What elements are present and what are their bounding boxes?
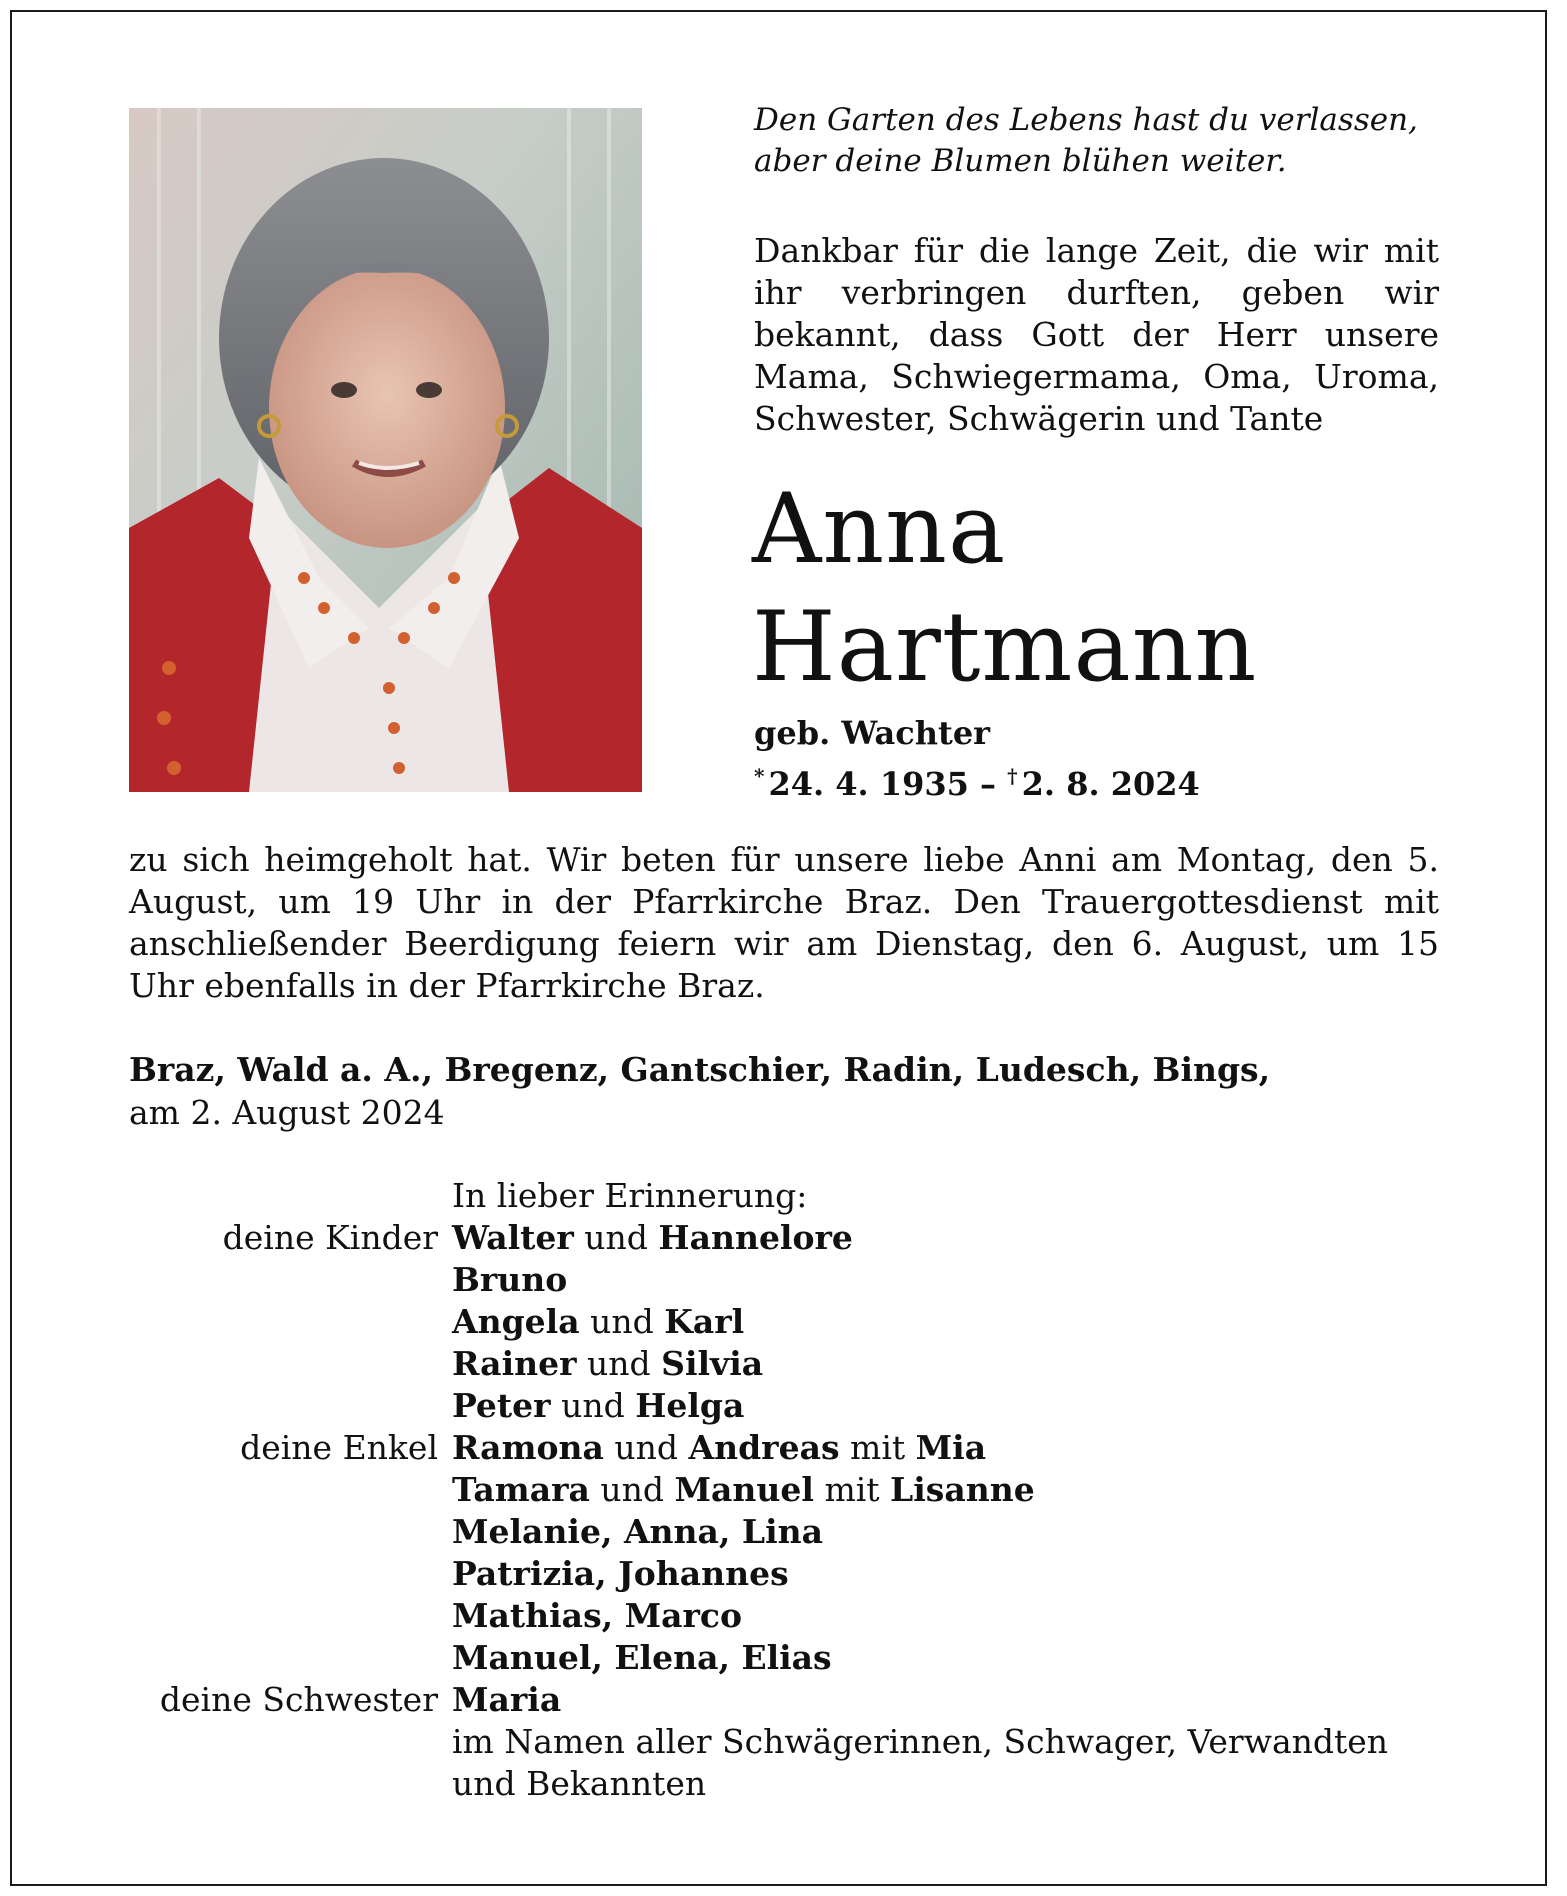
list-item — [129, 1637, 1459, 1679]
list-item — [129, 1721, 1459, 1763]
list-item — [129, 1301, 1459, 1343]
mourners-heading-row — [129, 1175, 1459, 1217]
portrait-photo — [129, 108, 642, 792]
relation-label: deine Kinder — [222, 1218, 438, 1257]
conjunction: mit — [824, 1470, 880, 1509]
person-name: Manuel, Elena, Elias — [452, 1638, 832, 1677]
memorial-poem — [754, 100, 1474, 182]
birth-name: geb. Wachter — [754, 714, 991, 752]
person-name: Patrizia, Johannes — [452, 1554, 789, 1593]
person-name: Walter — [452, 1218, 574, 1257]
person-name: Mathias, Marco — [452, 1596, 743, 1635]
person-name: Angela — [452, 1302, 580, 1341]
birth-date: 24. 4. 1935 — [768, 765, 969, 803]
list-item — [129, 1343, 1459, 1385]
person-name: Rainer — [452, 1344, 577, 1383]
list-item — [129, 1385, 1459, 1427]
first-name: Anna — [752, 473, 1007, 585]
list-item — [129, 1511, 1459, 1553]
person-name: Melanie, Anna, Lina — [452, 1512, 824, 1551]
person-name: Andreas — [688, 1428, 840, 1467]
notice-date: am 2. August 2024 — [129, 1093, 445, 1132]
closing-line: im Namen aller Schwägerinnen, Schwager, Verwandten — [452, 1722, 1389, 1761]
list-item — [129, 1469, 1459, 1511]
list-item — [129, 1679, 1459, 1721]
person-name: Peter — [452, 1386, 551, 1425]
person-name: Mia — [915, 1428, 987, 1467]
list-item — [129, 1763, 1459, 1805]
list-item — [129, 1427, 1459, 1469]
list-item — [129, 1553, 1459, 1595]
closing-line: und Bekannten — [452, 1764, 707, 1803]
person-name: Helga — [635, 1386, 745, 1425]
list-item — [129, 1217, 1459, 1259]
person-name: Hannelore — [658, 1218, 853, 1257]
conjunction: und — [590, 1302, 654, 1341]
poem-line: Den Garten des Lebens hast du verlassen, — [754, 102, 1418, 138]
person-name: Tamara — [452, 1470, 590, 1509]
death-date: 2. 8. 2024 — [1021, 765, 1200, 803]
conjunction: und — [600, 1470, 664, 1509]
relation-label: deine Enkel — [240, 1428, 438, 1467]
date-dash: – — [968, 765, 1008, 803]
relation-label: deine Schwester — [159, 1680, 438, 1719]
conjunction: und — [614, 1428, 679, 1467]
conjunction: und — [586, 1344, 651, 1383]
person-name: Silvia — [661, 1344, 764, 1383]
mourners-heading: In lieber Erinnerung: — [452, 1176, 808, 1215]
family-places: Braz, Wald a. A., Bregenz, Gantschier, Radin, Ludesch, Bings, — [129, 1050, 1271, 1089]
person-name: Maria — [452, 1680, 562, 1719]
person-name: Manuel — [674, 1470, 814, 1509]
person-name: Lisanne — [890, 1470, 1035, 1509]
conjunction: mit — [850, 1428, 906, 1467]
list-item — [129, 1259, 1459, 1301]
conjunction: und — [561, 1386, 625, 1425]
person-name: Ramona — [452, 1428, 604, 1467]
intro-paragraph: Dankbar für die lange Zeit, die wir mit ihr verbringen durften, geben wir bekannt, dass Gott der Herr unsere Mama, Schwiegermama, Oma, Uroma, Schwester, Schwägerin und Tante — [754, 231, 1439, 438]
person-name: Bruno — [452, 1260, 568, 1299]
service-details: zu sich heimgeholt hat. Wir beten für unsere liebe Anni am Montag, den 5. August, um 19 Uhr in der Pfarrkirche Braz. Den Trauergottesdienst mit anschließender Beerdigung feiern wir am Dienstag, den 6. August, um 15 Uhr ebenfalls in der Pfarrkirche Braz. — [129, 840, 1439, 1005]
conjunction: und — [584, 1218, 648, 1257]
death-symbol: † — [1007, 764, 1018, 788]
poem-line: aber deine Blumen blühen weiter. — [754, 143, 1287, 179]
list-item — [129, 1595, 1459, 1637]
life-dates — [754, 755, 1200, 805]
birth-symbol: * — [754, 764, 765, 788]
mourners-list — [129, 1175, 1459, 1805]
deceased-name — [752, 470, 1257, 706]
last-name: Hartmann — [752, 591, 1258, 703]
person-name: Karl — [664, 1302, 745, 1341]
